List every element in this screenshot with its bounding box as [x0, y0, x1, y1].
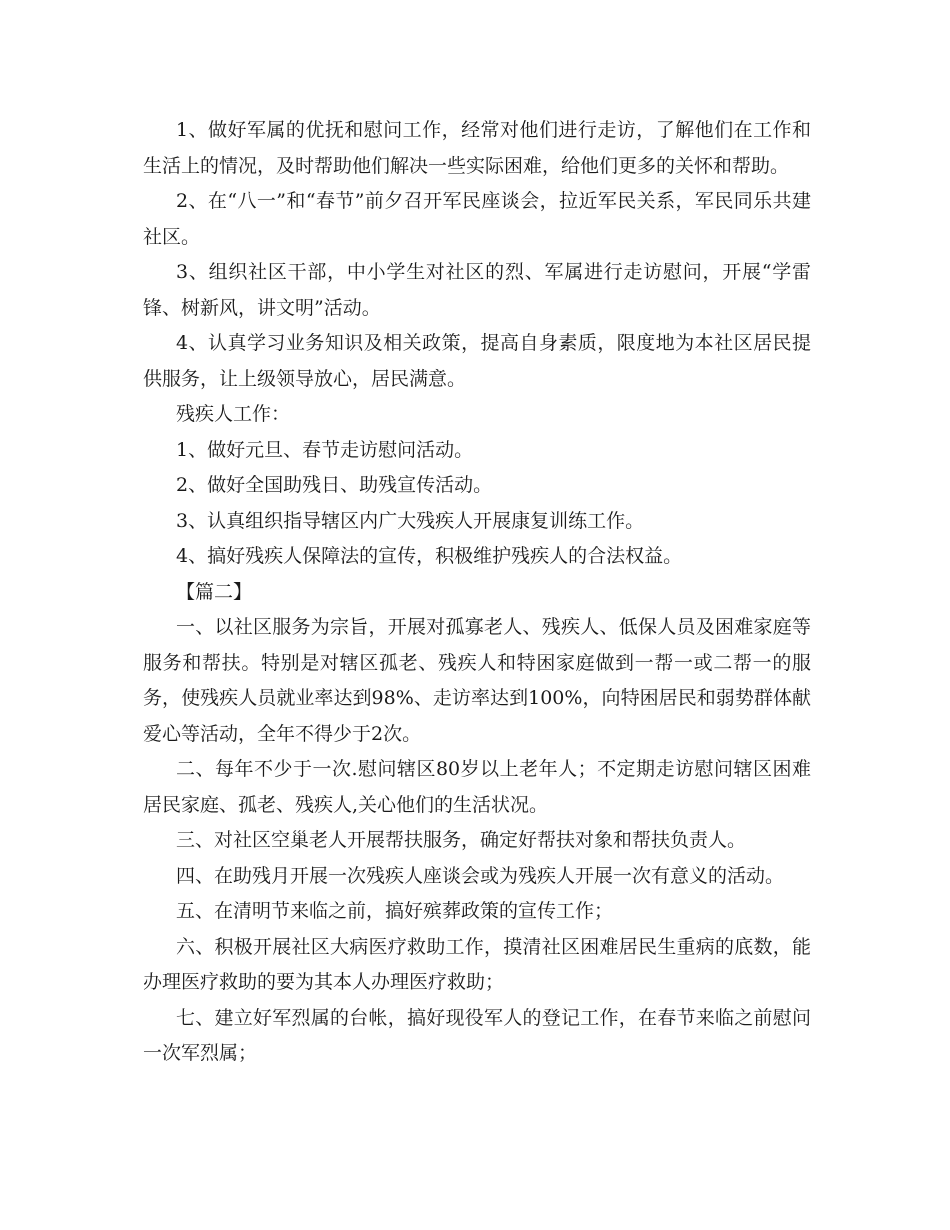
section-heading-disabled-work: 残疾人工作： — [176, 403, 291, 425]
paragraph-item-6: 六、积极开展社区大病医疗救助工作，摸清社区困难居民生重病的底数，能办理医疗救助的要为其本人办理医疗救助； — [143, 935, 811, 993]
paragraph-military-1: 1、做好军属的优抚和慰问工作，经常对他们进行走访，了解他们在工作和生活上的情况，及时帮助他们解决一些实际困难，给他们更多的关怀和帮助。 — [143, 119, 811, 177]
paragraph-item-4: 四、在助残月开展一次残疾人座谈会或为残疾人开展一次有意义的活动。 — [176, 864, 785, 887]
paragraph-disabled-2: 2、做好全国助残日、助残宣传活动。 — [176, 474, 493, 496]
paragraph-item-3: 三、对社区空巢老人开展帮扶服务，确定好帮扶对象和帮扶负责人。 — [176, 829, 747, 851]
paragraph-military-4: 4、认真学习业务知识及相关政策，提高自身素质，限度地为本社区居民提供服务，让上级领导放心，居民满意。 — [143, 332, 811, 390]
paragraph-disabled-3: 3、认真组织指导辖区内广大残疾人开展康复训练工作。 — [176, 509, 645, 532]
paragraph-item-1: 一、以社区服务为宗旨，开展对孤寡老人、残疾人、低保人员及困难家庭等服务和帮扶。特别是对辖区孤老、残疾人和特困家庭做到一帮一或二帮一的服务，使残疾人员就业率达到98%、走访率达到100%，向特困居民和弱势群体献爱心等活动，全年不得少于2次。 — [143, 616, 811, 745]
paragraph-disabled-4: 4、搞好残疾人保障法的宣传，积极维护残疾人的合法权益。 — [176, 545, 683, 567]
paragraph-item-5: 五、在清明节来临之前，搞好殡葬政策的宣传工作； — [176, 900, 614, 922]
paragraph-military-2: 2、在“八一”和“春节”前夕召开军民座谈会，拉近军民关系，军民同乐共建社区。 — [143, 190, 811, 248]
paragraph-item-7: 七、建立好军烈属的台帐，搞好现役军人的登记工作，在春节来临之前慰问一次军烈属； — [143, 1006, 811, 1064]
paragraph-item-2: 二、每年不少于一次.慰问辖区80岁以上老年人；不定期走访慰问辖区困难居民家庭、孤老、残疾人,关心他们的生活状况。 — [143, 758, 811, 816]
section-heading-part-two: 【篇二】 — [176, 580, 253, 603]
paragraph-military-3: 3、组织社区干部，中小学生对社区的烈、军属进行走访慰问，开展“学雷锋、树新风，讲文明”活动。 — [143, 261, 811, 319]
paragraph-disabled-1: 1、做好元旦、春节走访慰问活动。 — [176, 438, 474, 461]
document-body — [143, 113, 811, 1072]
